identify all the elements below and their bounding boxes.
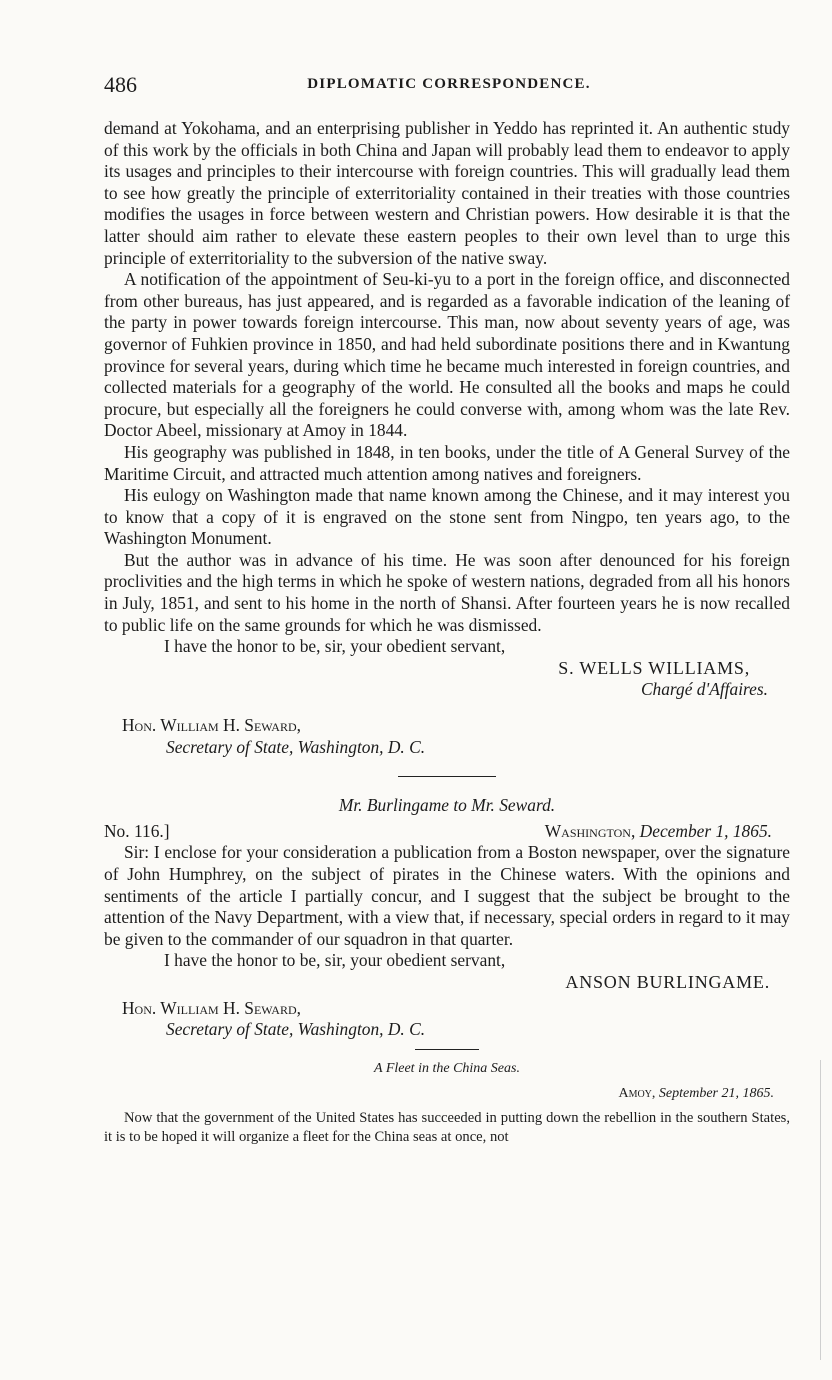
dateline-date: December 1, 1865. xyxy=(639,820,772,841)
signer-name: S. WELLS WILLIAMS, xyxy=(558,657,750,678)
addressee: Hon. William H. Seward, xyxy=(122,715,301,736)
page-number: 486 xyxy=(104,72,137,97)
paragraph: His geography was published in 1848, in ten books, under the title of A General Survey of the Maritime Circuit, and attracted much attention among natives and foreigners. xyxy=(104,441,790,484)
paragraph: His eulogy on Washington made that name known among the Chinese, and it may interest you to know that a copy of it is engraved on the stone sent from Ningpo, ten years ago, to the Washington Monument. xyxy=(104,485,790,549)
paragraph: But the author was in advance of his time. He was soon after denounced for his foreign proclivities and the high terms in which he spoke of western nations, degraded from all his honors in July, 1851, and sent to his home in the north of Shansi. After fourteen years he is now recalled to public life on the same grounds for which he was dismissed. xyxy=(104,549,790,635)
signature-block xyxy=(104,950,790,993)
page-header xyxy=(104,72,794,106)
enclosure-place: Amoy, xyxy=(618,1086,656,1102)
dateline xyxy=(545,821,772,843)
paragraph: Now that the government of the United States has succeeded in putting down the rebellion in the southern States, it is to be hoped it will organize a fleet for the China seas at once, not xyxy=(104,1109,790,1145)
paragraph: Sir: I enclose for your consideration a publication from a Boston newspaper, over the signature of John Humphrey, on the subject of pirates in the Chinese waters. With the opinions and sentiments of the article I partially concur, and I suggest that the subject be brought to the attention of the Navy Department, with a view that, if necessary, special orders in regard to it may be given to the commander of our squadron in that quarter. xyxy=(104,842,790,949)
dispatch-number: No. 116.] xyxy=(104,820,170,841)
paragraph: demand at Yokohama, and an enterprising publisher in Yeddo has reprinted it. An authentic study of this work by the officials in both China and Japan will probably lead them to endeavor to apply its usages and principles to their intercourse with foreign countries. This will gradually lead them to see how greatly the principle of exterritoriality contained in their treaties with those countries modifies the usages in force between western and Christian powers. How desirable it is that the latter should aim rather to elevate these eastern peoples to their own level than to urge this principle of exterritoriality to the subversion of the native sway. xyxy=(104,118,790,268)
page-edge-line xyxy=(820,1060,821,1360)
body-text xyxy=(104,118,790,1147)
closing: I have the honor to be, sir, your obedient servant, xyxy=(164,636,506,657)
signature-block xyxy=(104,636,790,701)
enclosure-text xyxy=(104,1109,790,1147)
dateline-place: Washington, xyxy=(544,820,636,841)
closing: I have the honor to be, sir, your obedient servant, xyxy=(164,950,506,971)
running-head: DIPLOMATIC CORRESPONDENCE. xyxy=(307,76,591,92)
dateline-row xyxy=(104,821,790,843)
enclosure-dateline xyxy=(104,1083,790,1105)
letter-heading: Mr. Burlingame to Mr. Seward. xyxy=(338,795,556,816)
signer-title: Chargé d'Affaires. xyxy=(640,679,768,700)
paragraph: A notification of the appointment of Seu-ki-yu to a port in the foreign office, and disconnected from other bureaus, has just appeared, and is regarded as a favorable indication of the leaning of the party in power towards foreign intercourse. This man, now about seventy years of age, was governor of Fuhkien province in 1850, and had held subordinate positions there and in Kwantung province for several years, during which time he became much interested in foreign countries, and collected materials for a geography of the world. He consulted all the books and maps he could procure, but especially all the foreigners he could converse with, among whom was the late Rev. Doctor Abeel, missionary at Amoy in 1844. xyxy=(104,269,790,441)
addressee: Hon. William H. Seward, xyxy=(122,997,301,1018)
section-divider xyxy=(415,1049,479,1050)
enclosure-date: September 21, 1865. xyxy=(658,1086,774,1102)
section-divider xyxy=(398,776,496,777)
addressee-title: Secretary of State, Washington, D. C. xyxy=(166,736,426,757)
addressee-title: Secretary of State, Washington, D. C. xyxy=(166,1019,426,1040)
enclosure-title: A Fleet in the China Seas. xyxy=(374,1060,520,1076)
signer-name: ANSON BURLINGAME. xyxy=(565,971,770,992)
